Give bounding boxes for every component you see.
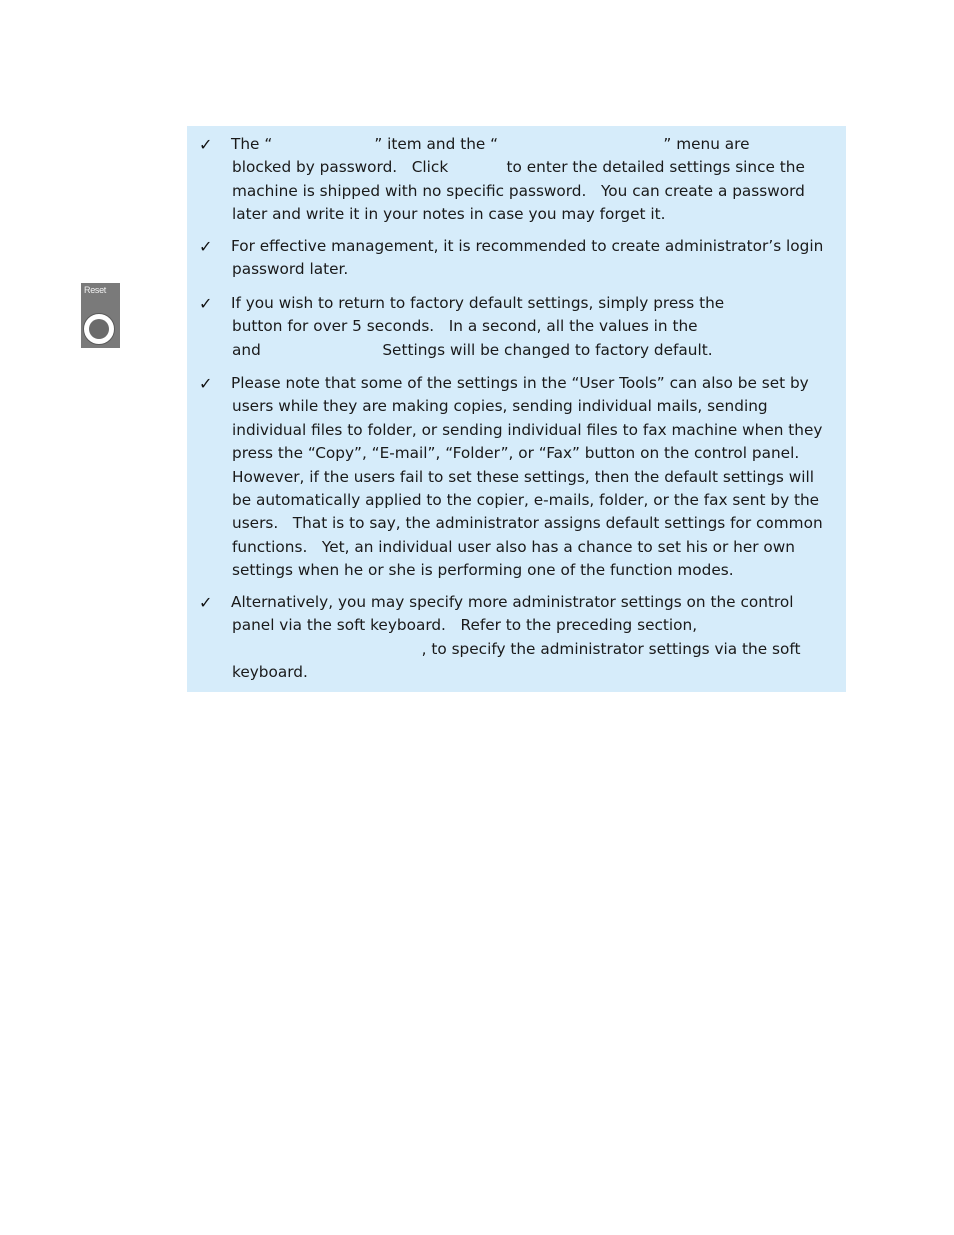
checkmark-icon: ✓: [199, 593, 213, 612]
reset-button-illustration: [81, 283, 120, 348]
note-text: [232, 372, 823, 583]
note-text: [232, 235, 823, 282]
note-line: machine is shipped with no specific password. You can create a password: [232, 181, 805, 200]
note-line: password later.: [232, 260, 349, 279]
note-line: However, if the users fail to set these settings, then the default settings will: [232, 467, 815, 486]
note-line: panel via the soft keyboard. Refer to the preceding section,: [232, 616, 698, 635]
reset-knob-center: [89, 319, 109, 339]
checkmark-icon: ✓: [199, 374, 213, 393]
note-line: functions. Yet, an individual user also has a chance to set his or her own: [232, 537, 795, 556]
reset-label: Reset: [84, 285, 107, 295]
reset-knob-icon: [83, 313, 115, 345]
checkmark-icon: ✓: [199, 294, 213, 313]
note-line: and Settings will be changed to factory default.: [232, 340, 713, 359]
note-line: If you wish to return to factory default settings, simply press the: [231, 294, 725, 312]
note-line: users. That is to say, the administrator assigns default settings for common: [232, 514, 823, 533]
note-line: For effective management, it is recommended to create administrator’s login: [231, 237, 824, 255]
note-line: settings when he or she is performing one of the function modes.: [232, 561, 734, 580]
note-line: Alternatively, you may specify more administrator settings on the control: [231, 593, 794, 611]
note-line: later and write it in your notes in case you may forget it.: [232, 205, 666, 224]
note-line: The “ ” item and the “ ” menu are: [231, 135, 750, 153]
note-line: be automatically applied to the copier, e-mails, folder, or the fax sent by the: [232, 490, 820, 509]
notes-box: [187, 126, 846, 692]
note-line: users while they are making copies, sending individual mails, sending: [232, 397, 768, 416]
note-line: blocked by password. Click to enter the detailed settings since the: [232, 158, 805, 177]
note-text: [232, 133, 805, 227]
note-line: individual files to folder, or sending individual files to fax machine when they: [232, 420, 823, 439]
checkmark-icon: ✓: [199, 237, 213, 256]
note-line: , to specify the administrator settings via the soft: [232, 639, 801, 658]
checkmark-icon: ✓: [199, 135, 213, 154]
note-text: [232, 591, 800, 685]
note-line: keyboard.: [232, 663, 308, 682]
note-line: button for over 5 seconds. In a second, all the values in the: [232, 317, 698, 336]
note-text: [232, 292, 724, 362]
note-line: Please note that some of the settings in the “User Tools” can also be set by: [231, 374, 809, 392]
note-line: press the “Copy”, “E-mail”, “Folder”, or “Fax” button on the control panel.: [232, 444, 800, 463]
